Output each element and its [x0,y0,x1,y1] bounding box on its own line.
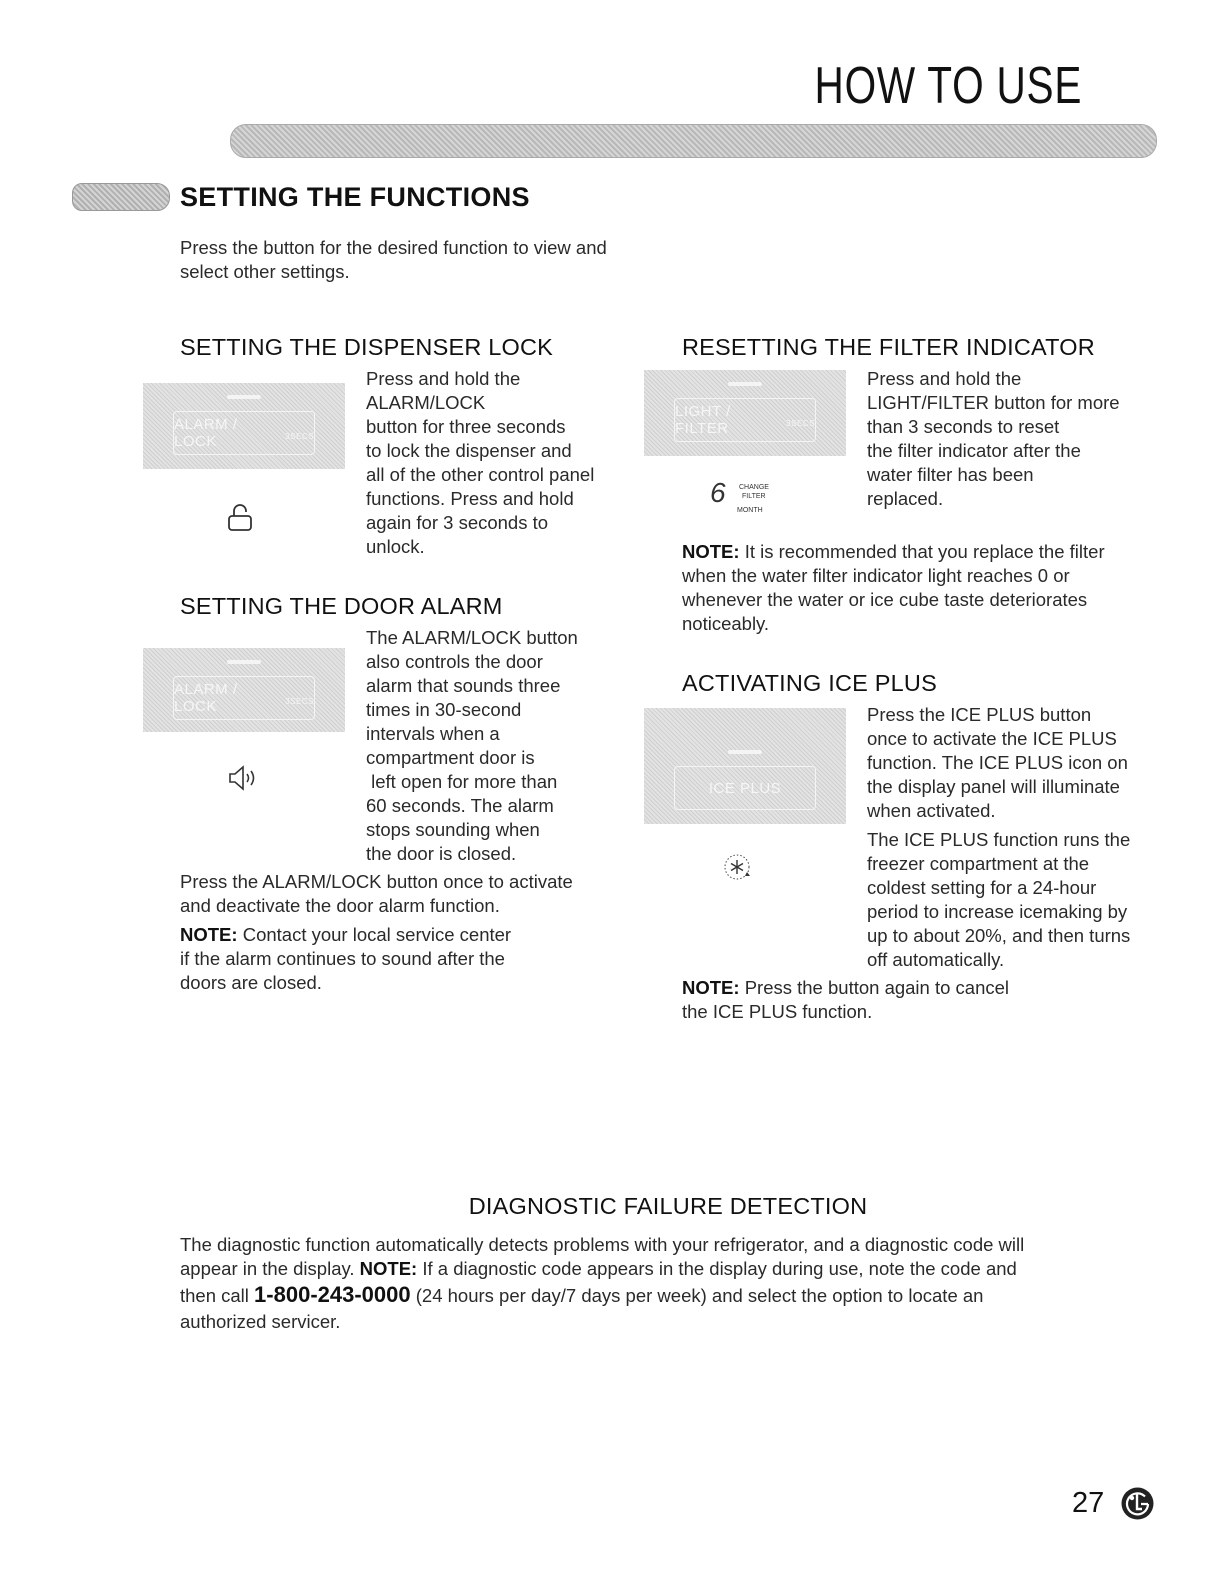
padlock-icon [227,502,253,532]
dispenser-lock-text: Press and hold the ALARM/LOCK button for three seconds to lock the dispenser and all of the other control panel functions. Press and hold again for 3 seconds to unlock. [366,368,595,557]
alarm-lock-button-2[interactable]: ALARM / LOCK 3SECS [173,676,315,720]
filter-note: NOTE: It is recommended that you replace the filter when the water filter indicator light reaches 0 or whenever the water or ice cube taste deteriorates noticeably. [682,541,1105,634]
lg-logo [1121,1487,1154,1520]
speaker-icon [227,764,261,792]
diagnostic-text: The diagnostic function automatically detects problems with your refrigerator, and a diagnostic code will appear in the display. NOTE: If a diagnostic code appears in the display during use, note the code and then call 1-800-243-0000 (24 hours per day/7 days per week) and select the option to locate an authorized servicer. [180,1234,1025,1332]
filter-heading: RESETTING THE FILTER INDICATOR [682,334,1095,360]
alarm-lock-panel-2 [143,648,345,732]
section-tab [72,183,170,211]
snowflake-icon [721,850,755,884]
page-number: 27 [1072,1487,1105,1519]
ice-plus-note: NOTE: Press the button again to cancel the ICE PLUS function. [682,977,1010,1022]
diagnostic-heading: DIAGNOSTIC FAILURE DETECTION [468,1193,868,1219]
alarm-lock-button[interactable]: ALARM / LOCK 3SECS [173,411,315,455]
door-alarm-heading: SETTING THE DOOR ALARM [180,593,503,619]
door-alarm-paragraph: Press the ALARM/LOCK button once to activate and deactivate the door alarm function. NOTE: Contact your local service center if the alarm continues to sound after the doors are closed. [180,871,573,993]
ice-plus-button[interactable]: ICE PLUS [674,766,816,810]
section-intro: Press the button for the desired function to view and select other settings. [180,237,607,282]
light-filter-panel [644,370,846,456]
door-alarm-text: The ALARM/LOCK button also controls the door alarm that sounds three times in 30-second intervals when a compartment door is left open for more than 60 seconds. The alarm stops sounding when the door is closed. [366,627,578,864]
alarm-lock-panel [143,383,345,469]
header-bar [230,124,1157,158]
ice-plus-text: Press the ICE PLUS button once to activate the ICE PLUS function. The ICE PLUS icon on the display panel will illuminate when activated. The ICE PLUS function runs the freezer compartment at the coldest setting for a 24-hour period to increase icemaking by up to about 20%, and then turns off automatically. [867,704,1131,970]
ice-plus-heading: ACTIVATING ICE PLUS [682,670,937,696]
ice-plus-panel [644,708,846,824]
page-header-title: HOW TO USE [814,57,1082,115]
light-filter-button[interactable]: LIGHT / FILTER 3SECS [674,398,816,442]
filter-indicator: 6 CHANGE FILTER MONTH [710,477,769,514]
section-title: SETTING THE FUNCTIONS [180,182,530,212]
filter-text: Press and hold the LIGHT/FILTER button for more than 3 seconds to reset the filter indicator after the water filter has been replaced. [867,368,1120,509]
dispenser-lock-heading: SETTING THE DISPENSER LOCK [180,334,554,360]
